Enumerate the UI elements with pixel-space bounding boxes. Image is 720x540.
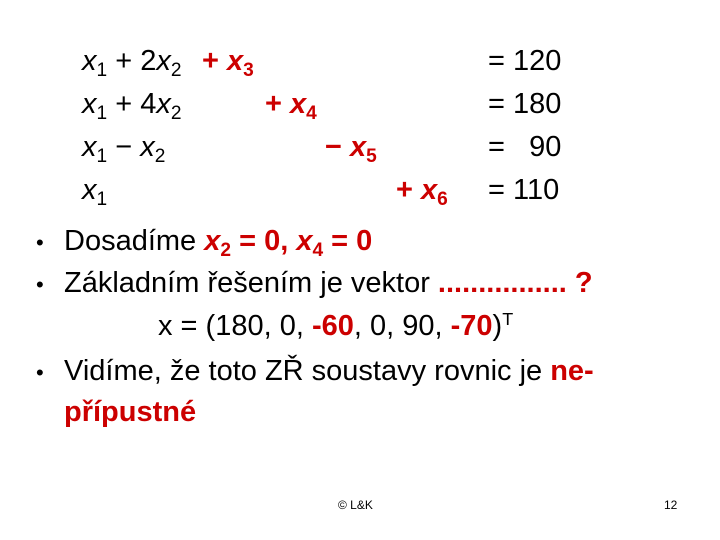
- equation-3-term: − $x_5$: [325, 131, 377, 168]
- answer-placeholder: ................ ?: [437, 267, 593, 299]
- equation-1-rhs: = 120: [488, 45, 562, 77]
- copyright: © L&K: [338, 498, 373, 512]
- bullet-3-line-1: Vidíme, že toto ZŘ soustavy rovnic je ne-: [64, 355, 594, 387]
- equation-2-lhs: $x_1 + 4x_2$: [82, 88, 182, 125]
- bullet-3-symbol: •: [36, 360, 44, 385]
- equation-3-lhs: $x_1 - x_2$: [82, 131, 166, 168]
- equation-2-rhs: = 180: [488, 88, 562, 120]
- equation-1-lhs: $x_1 + 2x_2$: [82, 45, 182, 82]
- equation-4-term: + $x_6$: [396, 174, 448, 211]
- bullet-2-text: Základním řešením je vektor ................ ?: [64, 267, 593, 299]
- equation-3-rhs: = 90: [488, 131, 562, 163]
- bullet-1-symbol: •: [36, 230, 44, 255]
- vector-solution: x = (180, 0, -60, 0, 90, -70)$^T$: [158, 309, 514, 342]
- equation-4-rhs: = 110: [488, 174, 560, 206]
- bullet-1-highlight: $x_2 = 0$, $x_4 = 0$: [204, 225, 373, 262]
- page-number: 12: [664, 498, 678, 512]
- bullet-3-line-2: přípustné: [64, 396, 197, 428]
- equation-2-term: + $x_4$: [265, 88, 317, 125]
- equation-4-lhs: $x_1$: [82, 174, 108, 211]
- bullet-2-symbol: •: [36, 272, 44, 297]
- bullet-1-text: Dosadíme $x_2 = 0$, $x_4 = 0$: [64, 225, 373, 262]
- equation-1-term: + $x_3$: [202, 45, 254, 82]
